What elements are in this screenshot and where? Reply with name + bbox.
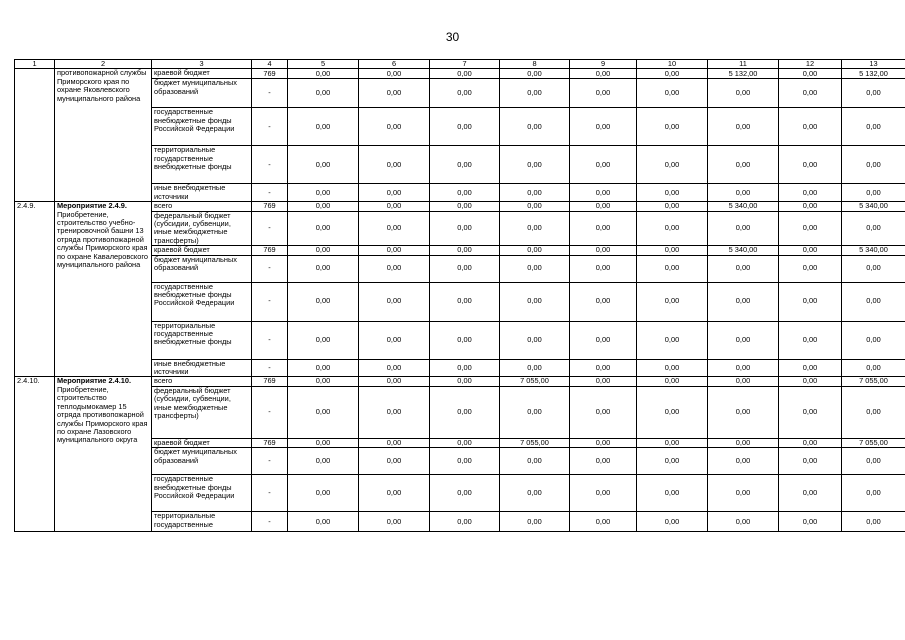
amount-cell: 5 132,00 — [708, 69, 779, 79]
budget-code: - — [252, 108, 288, 146]
amount-cell: 0,00 — [288, 146, 359, 184]
funding-source: всего — [152, 202, 252, 211]
amount-cell: 0,00 — [637, 475, 708, 512]
funding-source: краевой бюджет — [152, 246, 252, 255]
amount-cell: 0,00 — [570, 386, 637, 438]
amount-cell: 0,00 — [637, 438, 708, 447]
budget-code: - — [252, 359, 288, 377]
amount-cell: 0,00 — [430, 448, 500, 475]
column-header: 10 — [637, 60, 708, 69]
funding-source: бюджет муниципальных образований — [152, 448, 252, 475]
funding-source: краевой бюджет — [152, 438, 252, 447]
amount-cell: 0,00 — [500, 512, 570, 532]
amount-cell: 0,00 — [570, 448, 637, 475]
amount-cell: 0,00 — [359, 512, 430, 532]
funding-source: государственные внебюджетные фонды Российской Федерации — [152, 108, 252, 146]
amount-cell: 0,00 — [288, 448, 359, 475]
amount-cell: 0,00 — [570, 211, 637, 246]
amount-cell: 0,00 — [570, 246, 637, 255]
amount-cell: 0,00 — [359, 438, 430, 447]
budget-code: - — [252, 386, 288, 438]
amount-cell: 0,00 — [779, 448, 842, 475]
amount-cell: 0,00 — [779, 512, 842, 532]
amount-cell: 0,00 — [779, 211, 842, 246]
amount-cell: 0,00 — [430, 211, 500, 246]
budget-code: 769 — [252, 69, 288, 79]
amount-cell: 5 132,00 — [842, 69, 905, 79]
amount-cell: 0,00 — [430, 512, 500, 532]
budget-code: - — [252, 255, 288, 282]
amount-cell: 0,00 — [779, 255, 842, 282]
amount-cell: 0,00 — [359, 475, 430, 512]
table-row — [15, 202, 905, 211]
amount-cell: 0,00 — [500, 79, 570, 108]
amount-cell: 5 340,00 — [708, 202, 779, 211]
funding-source: бюджет муниципальных образований — [152, 79, 252, 108]
amount-cell: 0,00 — [708, 255, 779, 282]
amount-cell: 0,00 — [359, 69, 430, 79]
amount-cell: 5 340,00 — [842, 246, 905, 255]
amount-cell: 0,00 — [570, 321, 637, 359]
amount-cell: 0,00 — [288, 184, 359, 202]
budget-table — [14, 59, 905, 532]
amount-cell: 0,00 — [637, 448, 708, 475]
funding-source: федеральный бюджет (субсидии, субвенции, иные межбюджетные трансферты) — [152, 211, 252, 246]
amount-cell: 0,00 — [570, 146, 637, 184]
amount-cell: 0,00 — [842, 79, 905, 108]
amount-cell: 0,00 — [842, 386, 905, 438]
amount-cell: 0,00 — [500, 246, 570, 255]
amount-cell: 0,00 — [637, 202, 708, 211]
funding-source: иные внебюджетные источники — [152, 359, 252, 377]
amount-cell: 0,00 — [570, 69, 637, 79]
amount-cell: 0,00 — [842, 146, 905, 184]
amount-cell: 7 055,00 — [842, 438, 905, 447]
funding-source: бюджет муниципальных образований — [152, 255, 252, 282]
amount-cell: 0,00 — [288, 255, 359, 282]
budget-code: - — [252, 184, 288, 202]
amount-cell: 0,00 — [842, 255, 905, 282]
amount-cell: 0,00 — [430, 108, 500, 146]
amount-cell: 0,00 — [779, 146, 842, 184]
budget-code: 769 — [252, 377, 288, 386]
funding-source: иные внебюджетные источники — [152, 184, 252, 202]
item-title: Мероприятие 2.4.9. — [57, 201, 127, 211]
amount-cell: 0,00 — [779, 246, 842, 255]
budget-code: - — [252, 79, 288, 108]
item-description: Приобретение, строительство теплодымокамер 15 отряда противопожарной службы Приморского края по охране Лазовского муниципального округа — [57, 384, 148, 445]
amount-cell: 0,00 — [500, 255, 570, 282]
amount-cell: 0,00 — [288, 79, 359, 108]
column-header: 1 — [15, 60, 55, 69]
amount-cell: 0,00 — [708, 321, 779, 359]
amount-cell: 0,00 — [779, 282, 842, 321]
amount-cell: 0,00 — [570, 475, 637, 512]
amount-cell: 0,00 — [359, 246, 430, 255]
funding-source: государственные внебюджетные фонды Российской Федерации — [152, 475, 252, 512]
amount-cell: 0,00 — [637, 79, 708, 108]
amount-cell: 0,00 — [500, 475, 570, 512]
amount-cell: 0,00 — [570, 377, 637, 386]
item-index: 2.4.9. — [15, 202, 55, 377]
amount-cell: 0,00 — [708, 282, 779, 321]
budget-code: - — [252, 282, 288, 321]
item-name — [55, 69, 152, 202]
amount-cell: 0,00 — [288, 359, 359, 377]
amount-cell: 0,00 — [430, 377, 500, 386]
amount-cell: 0,00 — [500, 448, 570, 475]
amount-cell: 0,00 — [637, 69, 708, 79]
amount-cell: 0,00 — [708, 448, 779, 475]
amount-cell: 0,00 — [430, 475, 500, 512]
amount-cell: 0,00 — [359, 255, 430, 282]
amount-cell: 0,00 — [779, 321, 842, 359]
column-header: 5 — [288, 60, 359, 69]
column-header: 12 — [779, 60, 842, 69]
amount-cell: 0,00 — [708, 211, 779, 246]
amount-cell: 0,00 — [570, 282, 637, 321]
amount-cell: 0,00 — [359, 79, 430, 108]
amount-cell: 0,00 — [637, 282, 708, 321]
amount-cell: 0,00 — [288, 475, 359, 512]
amount-cell: 0,00 — [500, 184, 570, 202]
amount-cell: 0,00 — [430, 359, 500, 377]
page-number: 30 — [445, 30, 460, 44]
amount-cell: 0,00 — [637, 184, 708, 202]
amount-cell: 0,00 — [779, 475, 842, 512]
amount-cell: 0,00 — [288, 386, 359, 438]
amount-cell: 0,00 — [570, 184, 637, 202]
amount-cell: 0,00 — [637, 377, 708, 386]
column-header: 3 — [152, 60, 252, 69]
budget-code: - — [252, 448, 288, 475]
amount-cell: 0,00 — [779, 438, 842, 447]
amount-cell: 0,00 — [637, 146, 708, 184]
amount-cell: 0,00 — [637, 255, 708, 282]
amount-cell: 0,00 — [359, 202, 430, 211]
amount-cell: 0,00 — [359, 108, 430, 146]
amount-cell: 0,00 — [570, 108, 637, 146]
column-header: 4 — [252, 60, 288, 69]
budget-code: - — [252, 512, 288, 532]
budget-code: - — [252, 211, 288, 246]
column-header: 11 — [708, 60, 779, 69]
amount-cell: 0,00 — [500, 146, 570, 184]
amount-cell: 0,00 — [359, 359, 430, 377]
amount-cell: 0,00 — [637, 108, 708, 146]
amount-cell: 0,00 — [430, 184, 500, 202]
header-row — [15, 60, 905, 69]
amount-cell: 0,00 — [842, 448, 905, 475]
amount-cell: 0,00 — [430, 438, 500, 447]
funding-source: территориальные государственные — [152, 512, 252, 532]
table-row — [15, 69, 905, 79]
amount-cell: 7 055,00 — [500, 377, 570, 386]
amount-cell: 0,00 — [842, 475, 905, 512]
amount-cell: 0,00 — [570, 79, 637, 108]
item-description: Приобретение, строительство учебно-тренировочной башни 13 отряда противопожарной службы Приморского края по охране Кавалеровского муниципального района — [57, 209, 148, 270]
funding-source: краевой бюджет — [152, 69, 252, 79]
amount-cell: 0,00 — [359, 377, 430, 386]
amount-cell: 0,00 — [570, 438, 637, 447]
amount-cell: 0,00 — [637, 321, 708, 359]
amount-cell: 0,00 — [359, 386, 430, 438]
amount-cell: 0,00 — [708, 79, 779, 108]
amount-cell: 0,00 — [430, 255, 500, 282]
amount-cell: 0,00 — [288, 321, 359, 359]
table-row — [15, 377, 905, 386]
amount-cell: 0,00 — [570, 359, 637, 377]
amount-cell: 5 340,00 — [708, 246, 779, 255]
amount-cell: 0,00 — [570, 202, 637, 211]
amount-cell: 0,00 — [779, 377, 842, 386]
budget-code: 769 — [252, 438, 288, 447]
item-title: Мероприятие 2.4.10. — [57, 376, 132, 386]
amount-cell: 0,00 — [288, 438, 359, 447]
amount-cell: 0,00 — [500, 202, 570, 211]
column-header: 6 — [359, 60, 430, 69]
amount-cell: 0,00 — [570, 512, 637, 532]
amount-cell: 0,00 — [842, 282, 905, 321]
amount-cell: 0,00 — [359, 321, 430, 359]
amount-cell: 0,00 — [430, 246, 500, 255]
amount-cell: 0,00 — [500, 282, 570, 321]
amount-cell: 0,00 — [637, 359, 708, 377]
item-name — [55, 202, 152, 377]
amount-cell: 0,00 — [288, 108, 359, 146]
amount-cell: 0,00 — [842, 184, 905, 202]
amount-cell: 0,00 — [637, 246, 708, 255]
amount-cell: 0,00 — [430, 321, 500, 359]
amount-cell: 0,00 — [500, 69, 570, 79]
amount-cell: 7 055,00 — [500, 438, 570, 447]
column-header: 13 — [842, 60, 905, 69]
amount-cell: 0,00 — [779, 69, 842, 79]
budget-code: 769 — [252, 202, 288, 211]
budget-code: - — [252, 321, 288, 359]
budget-code: - — [252, 146, 288, 184]
amount-cell: 0,00 — [779, 79, 842, 108]
budget-code: 769 — [252, 246, 288, 255]
amount-cell: 0,00 — [779, 359, 842, 377]
funding-source: федеральный бюджет (субсидии, субвенции, иные межбюджетные трансферты) — [152, 386, 252, 438]
amount-cell: 0,00 — [570, 255, 637, 282]
funding-source: государственные внебюджетные фонды Российской Федерации — [152, 282, 252, 321]
amount-cell: 0,00 — [708, 377, 779, 386]
amount-cell: 0,00 — [842, 321, 905, 359]
amount-cell: 0,00 — [637, 512, 708, 532]
amount-cell: 0,00 — [842, 211, 905, 246]
amount-cell: 0,00 — [708, 146, 779, 184]
amount-cell: 0,00 — [842, 512, 905, 532]
column-header: 2 — [55, 60, 152, 69]
column-header: 8 — [500, 60, 570, 69]
funding-source: территориальные государственные внебюджетные фонды — [152, 321, 252, 359]
amount-cell: 0,00 — [430, 202, 500, 211]
amount-cell: 0,00 — [430, 386, 500, 438]
amount-cell: 0,00 — [500, 359, 570, 377]
amount-cell: 0,00 — [708, 386, 779, 438]
item-index: 2.4.10. — [15, 377, 55, 532]
amount-cell: 0,00 — [430, 69, 500, 79]
amount-cell: 0,00 — [779, 184, 842, 202]
amount-cell: 0,00 — [430, 282, 500, 321]
funding-source: территориальные государственные внебюджетные фонды — [152, 146, 252, 184]
amount-cell: 0,00 — [708, 108, 779, 146]
funding-source: всего — [152, 377, 252, 386]
amount-cell: 0,00 — [359, 282, 430, 321]
amount-cell: 0,00 — [779, 202, 842, 211]
amount-cell: 0,00 — [500, 386, 570, 438]
amount-cell: 0,00 — [708, 438, 779, 447]
amount-cell: 5 340,00 — [842, 202, 905, 211]
amount-cell: 0,00 — [708, 475, 779, 512]
amount-cell: 0,00 — [430, 146, 500, 184]
amount-cell: 0,00 — [430, 79, 500, 108]
budget-code: - — [252, 475, 288, 512]
amount-cell: 0,00 — [637, 211, 708, 246]
amount-cell: 0,00 — [708, 359, 779, 377]
amount-cell: 0,00 — [359, 146, 430, 184]
amount-cell: 0,00 — [288, 202, 359, 211]
column-header: 7 — [430, 60, 500, 69]
amount-cell: 0,00 — [779, 108, 842, 146]
amount-cell: 0,00 — [288, 377, 359, 386]
amount-cell: 0,00 — [288, 69, 359, 79]
amount-cell: 0,00 — [500, 211, 570, 246]
amount-cell: 0,00 — [708, 512, 779, 532]
amount-cell: 0,00 — [288, 512, 359, 532]
amount-cell: 7 055,00 — [842, 377, 905, 386]
amount-cell: 0,00 — [359, 184, 430, 202]
amount-cell: 0,00 — [637, 386, 708, 438]
amount-cell: 0,00 — [708, 184, 779, 202]
amount-cell: 0,00 — [500, 108, 570, 146]
amount-cell: 0,00 — [779, 386, 842, 438]
column-header: 9 — [570, 60, 637, 69]
amount-cell: 0,00 — [842, 359, 905, 377]
amount-cell: 0,00 — [359, 448, 430, 475]
amount-cell: 0,00 — [288, 282, 359, 321]
amount-cell: 0,00 — [842, 108, 905, 146]
item-index — [15, 69, 55, 202]
amount-cell: 0,00 — [500, 321, 570, 359]
amount-cell: 0,00 — [288, 246, 359, 255]
item-name — [55, 377, 152, 532]
amount-cell: 0,00 — [288, 211, 359, 246]
amount-cell: 0,00 — [359, 211, 430, 246]
item-description: противопожарной службы Приморского края по охране Яковлевского муниципального района — [57, 68, 147, 103]
